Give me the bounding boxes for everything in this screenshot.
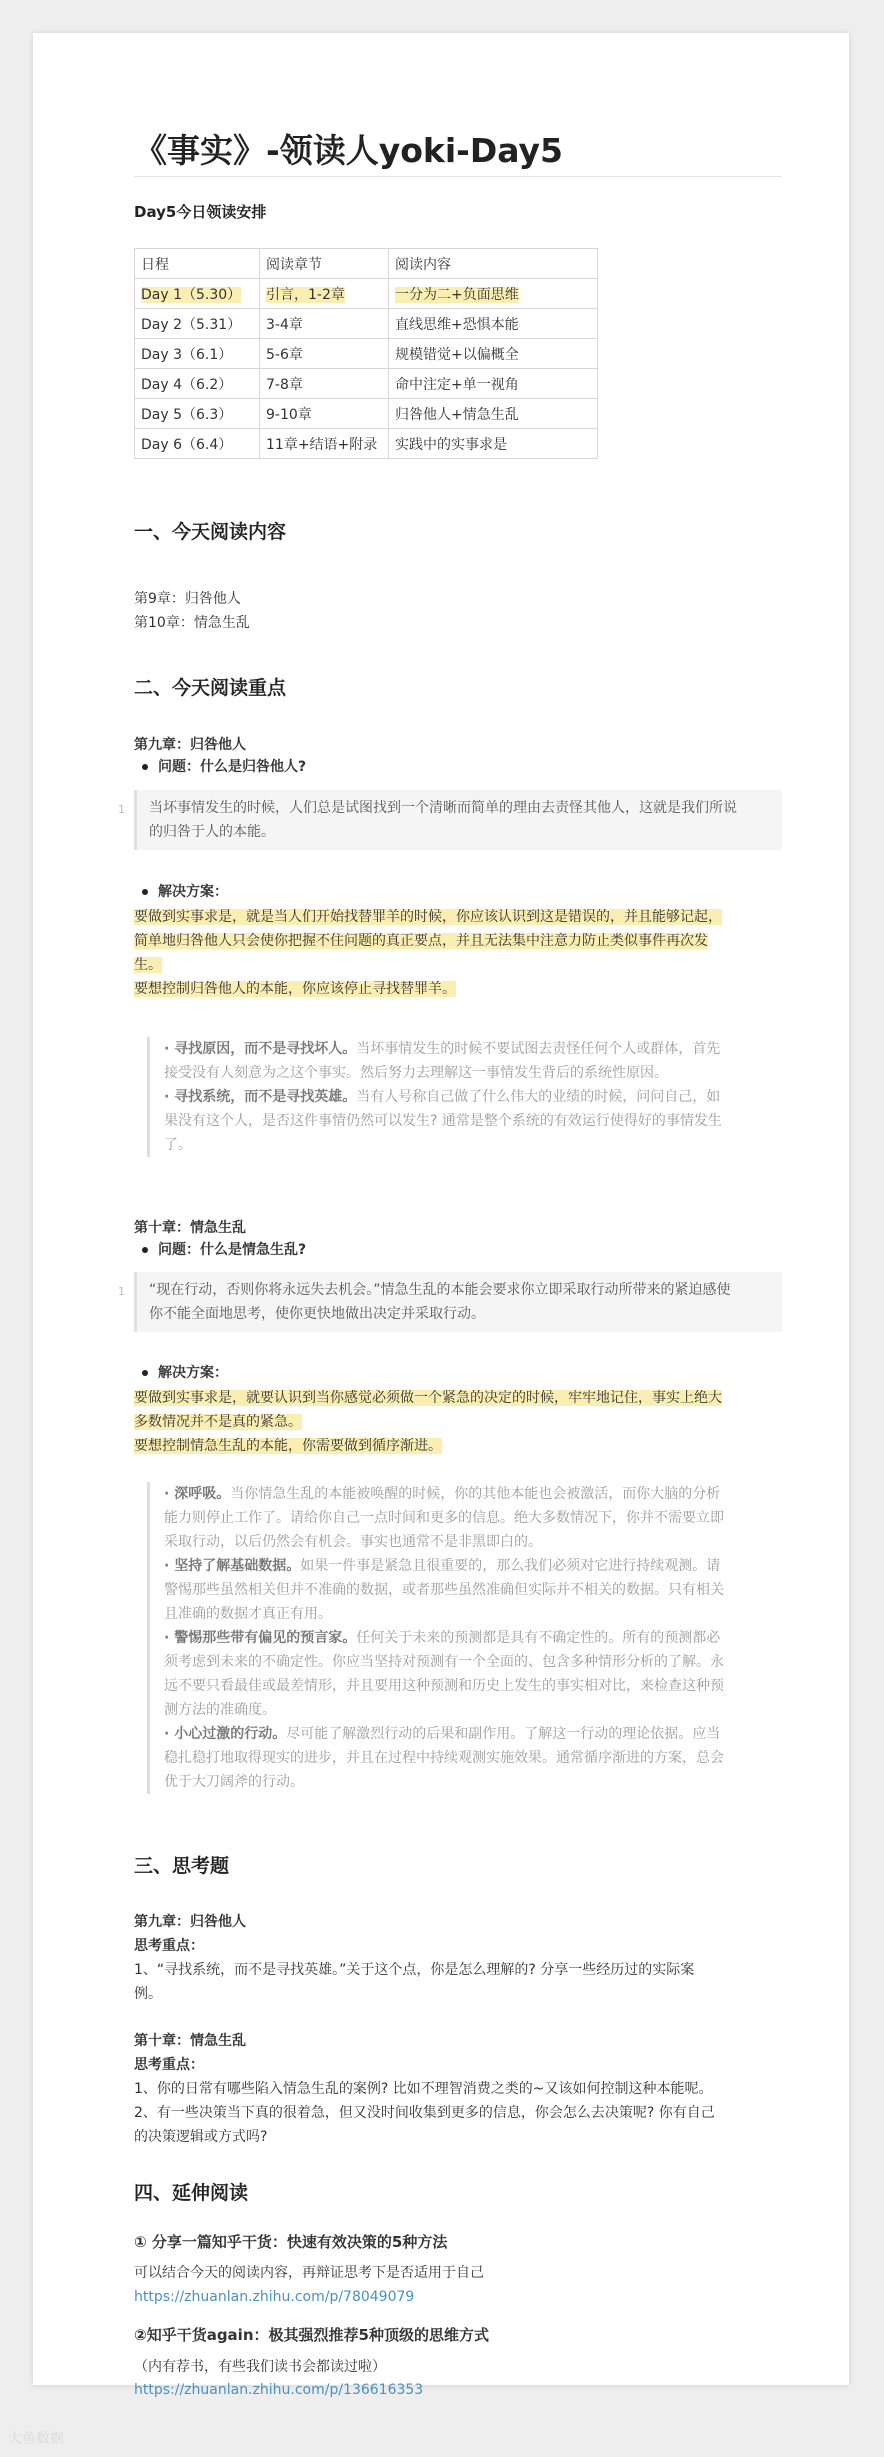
chapter9-question: 问题：什么是归咎他人?: [142, 756, 306, 778]
section-heading-focus: 二、今天阅读重点: [134, 677, 287, 699]
tip-line: 且准确的数据才真正有用。: [164, 1606, 332, 1622]
table-row: [135, 399, 598, 429]
chapter10-solution-label: 解决方案：: [142, 1362, 228, 1384]
title-divider: [134, 176, 782, 177]
section-heading-extended: 四、延伸阅读: [134, 2182, 249, 2204]
bullet-dot: [142, 1370, 148, 1376]
solution-line: 要做到实事求是，就要认识到当你感觉必须做一个紧急的决定的时候，牢牢地记住，事实上绝大: [134, 1390, 722, 1406]
chapter9-quote: [118, 790, 782, 850]
tip-line: · 深呼吸。当你情急生乱的本能被唤醒的时候，你的其他本能也会被激活，而你大脑的分析: [164, 1486, 721, 1502]
tip-line: 果没有这个人，是否这件事情仍然可以发生? 通常是整个系统的有效运行使得好的事情发生: [164, 1113, 722, 1129]
tip-line: 能力则停止工作了。请给你自己一点时间和更多的信息。绝大多数情况下，你并不需要立即: [164, 1510, 724, 1526]
table-cell: 7-8章: [260, 369, 389, 399]
extended-item2-link[interactable]: https://zhuanlan.zhihu.com/p/136616353: [134, 2382, 424, 2398]
solution-line: 简单地归咎他人只会使你把握不住问题的真正要点，并且无法集中注意力防止类似事件再次发: [134, 933, 708, 949]
tip-line: 警惕那些虽然相关但并不准确的数据，或者那些虽然准确但实际并不相关的数据。只有相关: [164, 1582, 724, 1598]
tip-line: 远不要只看最佳或最差情形，并且要用这种预测和历史上发生的事实相对比，来检查这种预: [164, 1678, 724, 1694]
chapter10-title: 第十章：情急生乱: [134, 1220, 246, 1236]
table-header-row: [135, 249, 598, 279]
section-heading-questions: 三、思考题: [134, 1855, 230, 1877]
section-heading-reading: 一、今天阅读内容: [134, 521, 287, 543]
table-cell: Day 3（6.1）: [135, 339, 260, 369]
tip-line: 测方法的准确度。: [164, 1702, 276, 1718]
tip-line: 须考虑到未来的不确定性。你应当坚持对预测有一个全面的、包含多种情形分析的了解。永: [164, 1654, 724, 1670]
quote-line: 当坏事情发生的时候，人们总是试图找到一个清晰而简单的理由去责怪其他人，这就是我们所说: [149, 800, 737, 816]
table-cell: 直线思维+恐惧本能: [389, 309, 598, 339]
table-row: [135, 429, 598, 459]
bullet-dot: [142, 889, 148, 895]
table-cell: Day 6（6.4）: [135, 429, 260, 459]
q-chapter9-title: 第九章：归咎他人: [134, 1914, 246, 1930]
table-cell: 5-6章: [260, 339, 389, 369]
page-title: 《事实》-领读人yoki-Day5: [134, 131, 563, 170]
tip-line: 接受没有人刻意为之这个事实。然后努力去理解这一事情发生背后的系统性原因。: [164, 1065, 668, 1081]
tip-line: 采取行动，以后仍然会有机会。事实也通常不是非黑即白的。: [164, 1534, 542, 1550]
tip-line: · 坚持了解基础数据。如果一件事是紧急且很重要的，那么我们必须对它进行持续观测。请: [164, 1558, 721, 1574]
quote-line-number: 1: [118, 1285, 125, 1298]
table-cell: 实践中的实事求是: [389, 429, 598, 459]
table-cell: Day 1（5.30）: [141, 286, 242, 303]
table-cell: 引言，1-2章: [266, 286, 345, 303]
table-cell: 3-4章: [260, 309, 389, 339]
tip-line: 稳扎稳打地取得现实的进步，并且在过程中持续观测实施效果。通常循序渐进的方案，总会: [164, 1750, 724, 1766]
tip-line: · 寻找系统，而不是寻找英雄。当有人号称自己做了什么伟大的业绩的时候，问问自己，如: [164, 1089, 721, 1105]
tip-line: · 警惕那些带有偏见的预言家。任何关于未来的预测都是具有不确定性的。所有的预测都必: [164, 1630, 721, 1646]
solution-line: 要做到实事求是，就是当人们开始找替罪羊的时候，你应该认识到这是错误的，并且能够记起，: [134, 909, 722, 925]
table-cell: 9-10章: [260, 399, 389, 429]
q-chapter10-questions: 1、你的日常有哪些陷入情急生乱的案例? 比如不理智消费之类的~又该如何控制这种本能呢。 2、有一些决策当下真的很着急，但又没时间收集到更多的信息，你会怎么去决策呢? 你有自己 的决策逻辑或方式吗?: [134, 2081, 715, 2145]
solution-line: 多数情况并不是真的紧急。: [134, 1414, 302, 1430]
table-cell: 规模错觉+以偏概全: [389, 339, 598, 369]
quote-line: 的归咎于人的本能。: [149, 824, 275, 840]
quote-line: 你不能全面地思考，使你更快地做出决定并采取行动。: [149, 1306, 485, 1322]
table-header: 阅读章节: [260, 249, 389, 279]
chapter10-question: 问题：什么是情急生乱?: [142, 1239, 306, 1261]
quote-line-number: 1: [118, 803, 125, 816]
chapter10-tips: [147, 1482, 784, 1794]
table-row: [135, 279, 598, 309]
table-header: 阅读内容: [389, 249, 598, 279]
q-chapter9-label: 思考重点：: [134, 1938, 204, 1954]
extended-item1-title: ① 分享一篇知乎干货：快速有效决策的5种方法: [134, 2233, 448, 2251]
table-cell: 归咎他人+情急生乱: [389, 399, 598, 429]
tip-line: 了。: [164, 1137, 192, 1153]
chapter9-solution: [134, 905, 722, 1001]
table-row: [135, 339, 598, 369]
table-row: [135, 369, 598, 399]
bullet-dot: [142, 764, 148, 770]
table-cell: 一分为二+负面思维: [395, 286, 519, 303]
schedule-table: [134, 248, 598, 459]
chapter10-solution: [134, 1386, 722, 1458]
chapter9-tips: [147, 1037, 784, 1157]
table-cell: 命中注定+单一视角: [389, 369, 598, 399]
document-page: [33, 33, 849, 2398]
tip-line: 优于大刀阔斧的行动。: [164, 1774, 304, 1790]
solution-line: 要想控制归咎他人的本能，你应该停止寻找替罪羊。: [134, 981, 456, 997]
q-chapter9-question: 1、“寻找系统，而不是寻找英雄。”关于这个点，你是怎么理解的? 分享一些经历过的实际案 例。: [134, 1962, 695, 2002]
reading-line: 第10章：情急生乱: [134, 615, 250, 631]
table-cell: Day 5（6.3）: [135, 399, 260, 429]
solution-line: 生。: [134, 957, 162, 973]
chapter9-solution-label: 解决方案：: [142, 881, 228, 903]
bullet-dot: [142, 1247, 148, 1253]
extended-item1-desc: 可以结合今天的阅读内容，再辩证思考下是否适用于自己: [134, 2265, 484, 2281]
q-chapter10-title: 第十章：情急生乱: [134, 2033, 246, 2049]
chapter10-quote: [118, 1272, 782, 1332]
table-cell: Day 2（5.31）: [135, 309, 260, 339]
tip-line: · 小心过激的行动。尽可能了解激烈行动的后果和副作用。了解这一行动的理论依据。应当: [164, 1726, 721, 1742]
solution-line: 要想控制情急生乱的本能，你需要做到循序渐进。: [134, 1438, 442, 1454]
table-row: [135, 309, 598, 339]
tip-line: · 寻找原因，而不是寻找坏人。当坏事情发生的时候不要试图去责怪任何个人或群体，首先: [164, 1041, 721, 1057]
extended-item1-link[interactable]: https://zhuanlan.zhihu.com/p/78049079: [134, 2289, 415, 2305]
extended-item2-desc: （内有荐书，有些我们读书会都读过啦）: [134, 2359, 386, 2375]
chapter9-title: 第九章：归咎他人: [134, 737, 246, 753]
table-header: 日程: [135, 249, 260, 279]
table-cell: 11章+结语+附录: [260, 429, 389, 459]
extended-item2-title: ②知乎干货again：极其强烈推荐5种顶级的思维方式: [134, 2326, 489, 2344]
watermark: 大鱼数据: [8, 2431, 64, 2447]
q-chapter10-label: 思考重点：: [134, 2057, 204, 2073]
quote-line: “现在行动，否则你将永远失去机会。”情急生乱的本能会要求你立即采取行动所带来的紧迫感使: [149, 1282, 731, 1298]
schedule-heading: Day5今日领读安排: [134, 203, 267, 221]
table-cell: Day 4（6.2）: [135, 369, 260, 399]
reading-line: 第9章：归咎他人: [134, 591, 241, 607]
